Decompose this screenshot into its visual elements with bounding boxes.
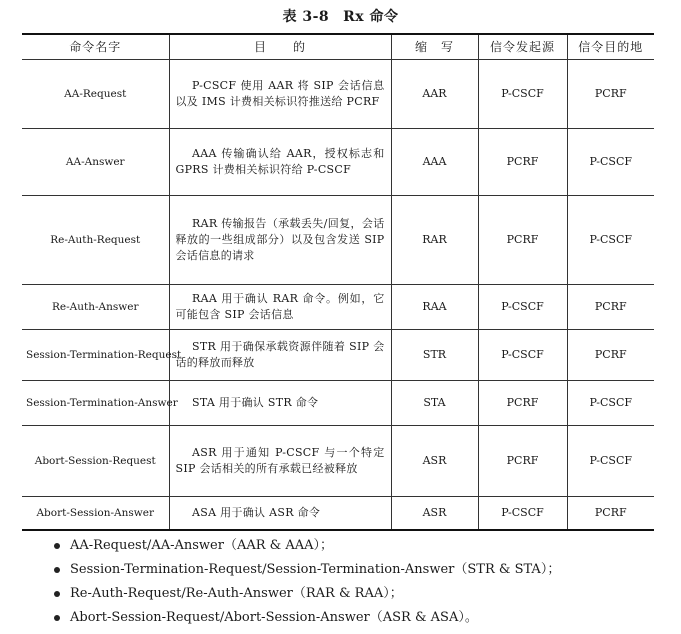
command-origin: P-CSCF [478, 330, 567, 381]
table-title: Rx 命令 [343, 9, 399, 25]
command-abbreviation: AAR [391, 60, 478, 129]
command-origin: P-CSCF [478, 285, 567, 330]
table-row [22, 196, 654, 285]
table-row [22, 497, 654, 531]
command-name: Session-Termination-Request [22, 330, 169, 381]
command-destination: P-CSCF [567, 129, 654, 196]
table-row [22, 60, 654, 129]
command-origin: P-CSCF [478, 497, 567, 531]
command-purpose: ASA 用于确认 ASR 命令 [169, 497, 391, 531]
bullet-dot-icon [54, 543, 60, 549]
command-abbreviation: STA [391, 381, 478, 426]
table-row [22, 129, 654, 196]
command-origin: PCRF [478, 426, 567, 497]
rx-commands-table [22, 33, 654, 531]
command-purpose: RAA 用于确认 RAR 命令。例如，它可能包含 SIP 会话信息 [169, 285, 391, 330]
command-destination: PCRF [567, 330, 654, 381]
command-abbreviation: ASR [391, 426, 478, 497]
command-abbreviation: ASR [391, 497, 478, 531]
list-item [52, 582, 560, 606]
command-destination: PCRF [567, 497, 654, 531]
command-abbreviation: RAR [391, 196, 478, 285]
command-purpose: P-CSCF 使用 AAR 将 SIP 会话信息以及 IMS 计费相关标识符推送给 PCRF [169, 60, 391, 129]
command-destination: P-CSCF [567, 381, 654, 426]
table-row [22, 381, 654, 426]
table-row [22, 426, 654, 497]
command-purpose: STA 用于确认 STR 命令 [169, 381, 391, 426]
table-number: 表 3-8 [282, 9, 330, 25]
command-destination: P-CSCF [567, 426, 654, 497]
header-abbreviation: 缩 写 [391, 34, 478, 60]
list-item-text: Abort-Session-Request/Abort-Session-Answer（ASR & ASA）。 [70, 610, 478, 625]
command-purpose: STR 用于确保承载资源伴随着 SIP 会话的释放而释放 [169, 330, 391, 381]
list-item-text: AA-Request/AA-Answer（AAR & AAA）； [70, 538, 334, 553]
command-purpose: AAA 传输确认给 AAR，授权标志和 GPRS 计费相关标识符给 P-CSCF [169, 129, 391, 196]
command-name: Abort-Session-Request [22, 426, 169, 497]
command-name: AA-Request [22, 60, 169, 129]
command-name: Re-Auth-Answer [22, 285, 169, 330]
table-row [22, 330, 654, 381]
command-origin: PCRF [478, 196, 567, 285]
command-origin: PCRF [478, 381, 567, 426]
command-purpose: RAR 传输报告（承载丢失/回复，会话释放的一些组成部分）以及包含发送 SIP 会话信息的请求 [169, 196, 391, 285]
command-name: Abort-Session-Answer [22, 497, 169, 531]
header-destination: 信令目的地 [567, 34, 654, 60]
command-destination: PCRF [567, 60, 654, 129]
command-abbreviation: RAA [391, 285, 478, 330]
list-item [52, 606, 560, 630]
bullet-dot-icon [54, 615, 60, 621]
command-name: Session-Termination-Answer [22, 381, 169, 426]
command-origin: P-CSCF [478, 60, 567, 129]
list-item [52, 558, 560, 582]
table-caption [0, 6, 681, 26]
header-command-name: 命令名字 [22, 34, 169, 60]
command-abbreviation: AAA [391, 129, 478, 196]
command-destination: PCRF [567, 285, 654, 330]
command-purpose: ASR 用于通知 P-CSCF 与一个特定 SIP 会话相关的所有承载已经被释放 [169, 426, 391, 497]
command-name: AA-Answer [22, 129, 169, 196]
bullet-dot-icon [54, 591, 60, 597]
header-origin: 信令发起源 [478, 34, 567, 60]
command-name: Re-Auth-Request [22, 196, 169, 285]
bullet-dot-icon [54, 567, 60, 573]
list-item [52, 534, 560, 558]
command-pair-list [52, 534, 560, 630]
table-row [22, 285, 654, 330]
table-header-row [22, 34, 654, 60]
command-origin: PCRF [478, 129, 567, 196]
list-item-text: Re-Auth-Request/Re-Auth-Answer（RAR & RAA）； [70, 586, 403, 601]
command-abbreviation: STR [391, 330, 478, 381]
header-purpose: 目 的 [169, 34, 391, 60]
list-item-text: Session-Termination-Request/Session-Termination-Answer（STR & STA）； [70, 562, 561, 577]
command-destination: P-CSCF [567, 196, 654, 285]
